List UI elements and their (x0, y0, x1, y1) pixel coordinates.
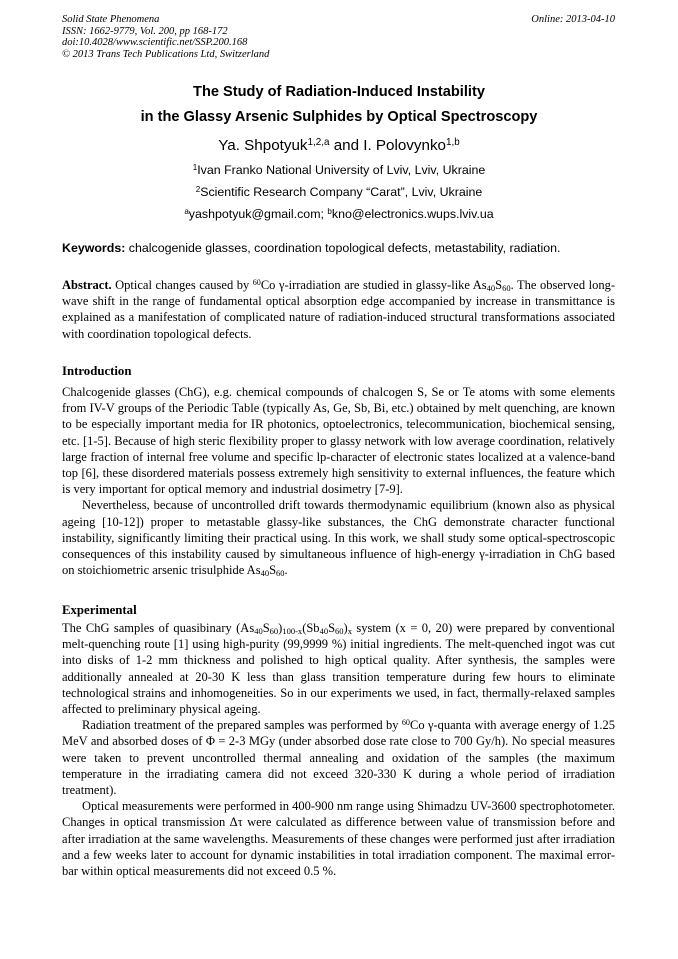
author-2: I. Polovynko (363, 137, 446, 154)
exp-text: S (328, 621, 336, 635)
subscript: 40 (254, 626, 263, 637)
title-line-2: in the Glassy Arsenic Sulphides by Optical Spectroscopy (140, 109, 538, 125)
exp-text: (Sb (302, 621, 320, 635)
intro-paragraph-1: Chalcogenide glasses (ChG), e.g. chemical compounds of chalcogen S, Se or Te atoms with some elements from IV-V groups of the Periodic Table (typically As, Ge, Sb, Bi, etc.) obtained by melt quenching, are known to be especially important media for IR photonics, optoelectronics, telecommunication, biochemical sensing, etc. [1-5]. Because of high steric flexibility proper to glassy network with low average coordination, relatively large fraction of internal free volume and specific lp-character of electronic states localized at a valence-band top [6], these disordered materials possess extremely high sensitivity to external influences, the feature which is very important for optical memory and industrial dosimetry [7-9]. (62, 385, 615, 497)
author-1-affiliation: 1,2,a (307, 137, 330, 149)
author-2-affiliation: 1,b (445, 137, 460, 149)
experimental-body (62, 620, 615, 879)
email-line (40, 207, 638, 221)
exp-text: system (x = 0, 20) were prepared by conventional melt-quenching route [1] using high-purity (99,9999 %) initial ingredients. The melt-quenched ingot was cut into disks of 1-2 mm thickness and polished to high optical quality. After synthesis, the samples were additionally annealed at 20-30 K less than glass transition temperature during few hours to eliminate technological strains and inhomogeneities. So in our experiments we used, in fact, thermally-relaxed samples affected to preliminary physical ageing. (62, 621, 616, 717)
abstract-text: . The observed long-wave shift in the range of fundamental optical absorption edge accompanied by increase in transmittance is explained as a manifestation of complicated nature of radiation-induced structural transformations associated with coordination topological defects. (62, 278, 615, 341)
keywords-label: Keywords: (62, 241, 126, 255)
formula-text: S (269, 563, 277, 578)
exp-text: The ChG samples of quasibinary (As (62, 621, 255, 635)
exp-paragraph-3: Optical measurements were performed in 400-900 nm range using Shimadzu UV-3600 spectrophotometer. Changes in optical transmission Δτ were calculated as difference between value of transmission before and after irradiation at the same wavelengths. Measurements of these changes were performed just after irradiation and a few weeks later to account for dynamic instabilities in total irradiation component. The maximal error-bar within optical measurements did not exceed 0.5 %. (62, 799, 615, 879)
copyright-line: © 2013 Trans Tech Publications Ltd, Switzerland (62, 48, 270, 60)
exp-text: Co γ-quanta with average energy of 1.25 MeV and absorbed doses of Φ = 2-3 MGy (under absorbed dose rate close to 700 Gy/h). No special measures were taken to prevent uncontrolled thermal annealing and oxidation of the samples (the maximum temperature in the irradiating camera did not exceed 320-330 K during a whole period of irradiation treatment). (62, 718, 615, 798)
exp-text: ) (343, 621, 348, 635)
paper-title (40, 80, 638, 130)
subscript: 60 (269, 626, 279, 637)
email-a[interactable]: yashpotyuk@gmail.com; (188, 207, 328, 221)
subscript: 60 (276, 568, 285, 579)
affiliation-2-mark: 2 (195, 184, 201, 194)
abstract-label: Abstract. (62, 278, 112, 292)
email-b[interactable]: kno@electronics.wups.lviv.ua (331, 207, 494, 221)
subscript: 40 (260, 568, 270, 579)
intro-paragraph-2 (62, 497, 615, 578)
formula-text: . (284, 563, 288, 578)
subscript: 100-x (282, 626, 303, 637)
exp-text: Radiation treatment of the prepared samples was performed by (82, 718, 402, 733)
abstract-text: Optical changes caused by (111, 278, 253, 292)
exp-text: ) (278, 621, 283, 635)
abstract-text: S (495, 278, 503, 292)
issn-line: ISSN: 1662-9779, Vol. 200, pp 168-172 (62, 25, 228, 37)
exp-paragraph-1 (62, 620, 615, 717)
title-line-1: The Study of Radiation-Induced Instability (193, 84, 485, 100)
email-a-mark: a (184, 206, 189, 216)
email-b-mark: b (327, 206, 332, 216)
abstract (62, 277, 615, 342)
affiliation-2-text: Scientific Research Company “Carat”, Lviv, Ukraine (200, 185, 483, 199)
intro-paragraph-2-text: Nevertheless, because of uncontrolled drift towards thermodynamic equilibrium (known also as physical ageing [10-12]) proper to metastable glassy-like substances, the ChG demonstrate character functional instability, significantly limiting their practical using. In this work, we shall study some optical-spectroscopic consequences of this instability caused by simultaneous influence of high-energy γ-irradiation in ChG based on stoichiometric arsenic trisulphide As (62, 498, 615, 578)
abstract-text: Co γ-irradiation are studied in glassy-like As (260, 278, 487, 292)
subscript: x (347, 626, 352, 637)
exp-paragraph-2 (62, 717, 615, 798)
keywords-text: chalcogenide glasses, coordination topological defects, metastability, radiation. (125, 241, 561, 255)
author-conjunction: and (329, 137, 364, 154)
introduction-body (62, 384, 615, 578)
exp-text: S (262, 621, 270, 635)
abstract-isotope-mass: 60 (252, 277, 261, 287)
keywords (62, 241, 615, 255)
section-heading-introduction: Introduction (62, 364, 132, 378)
author-1: Ya. Shpotyuk (218, 137, 308, 154)
doi-line: doi:10.4028/www.scientific.net/SSP.200.168 (62, 37, 248, 49)
abstract-subscript: 40 (486, 283, 496, 294)
journal-name: Solid State Phenomena (62, 14, 160, 25)
affiliation-1-text: Ivan Franko National University of Lviv, Lviv, Ukraine (197, 163, 486, 177)
subscript: 40 (319, 626, 329, 637)
author-list (40, 137, 638, 154)
subscript: 60 (335, 626, 344, 637)
abstract-subscript: 60 (502, 283, 511, 294)
superscript: 60 (401, 718, 410, 728)
section-heading-experimental: Experimental (62, 603, 137, 617)
journal-header (62, 14, 615, 60)
online-date: Online: 2013-04-10 (531, 14, 615, 25)
affiliation-1-mark: 1 (192, 162, 198, 172)
affiliation-1 (40, 163, 638, 177)
affiliation-2 (40, 185, 638, 199)
